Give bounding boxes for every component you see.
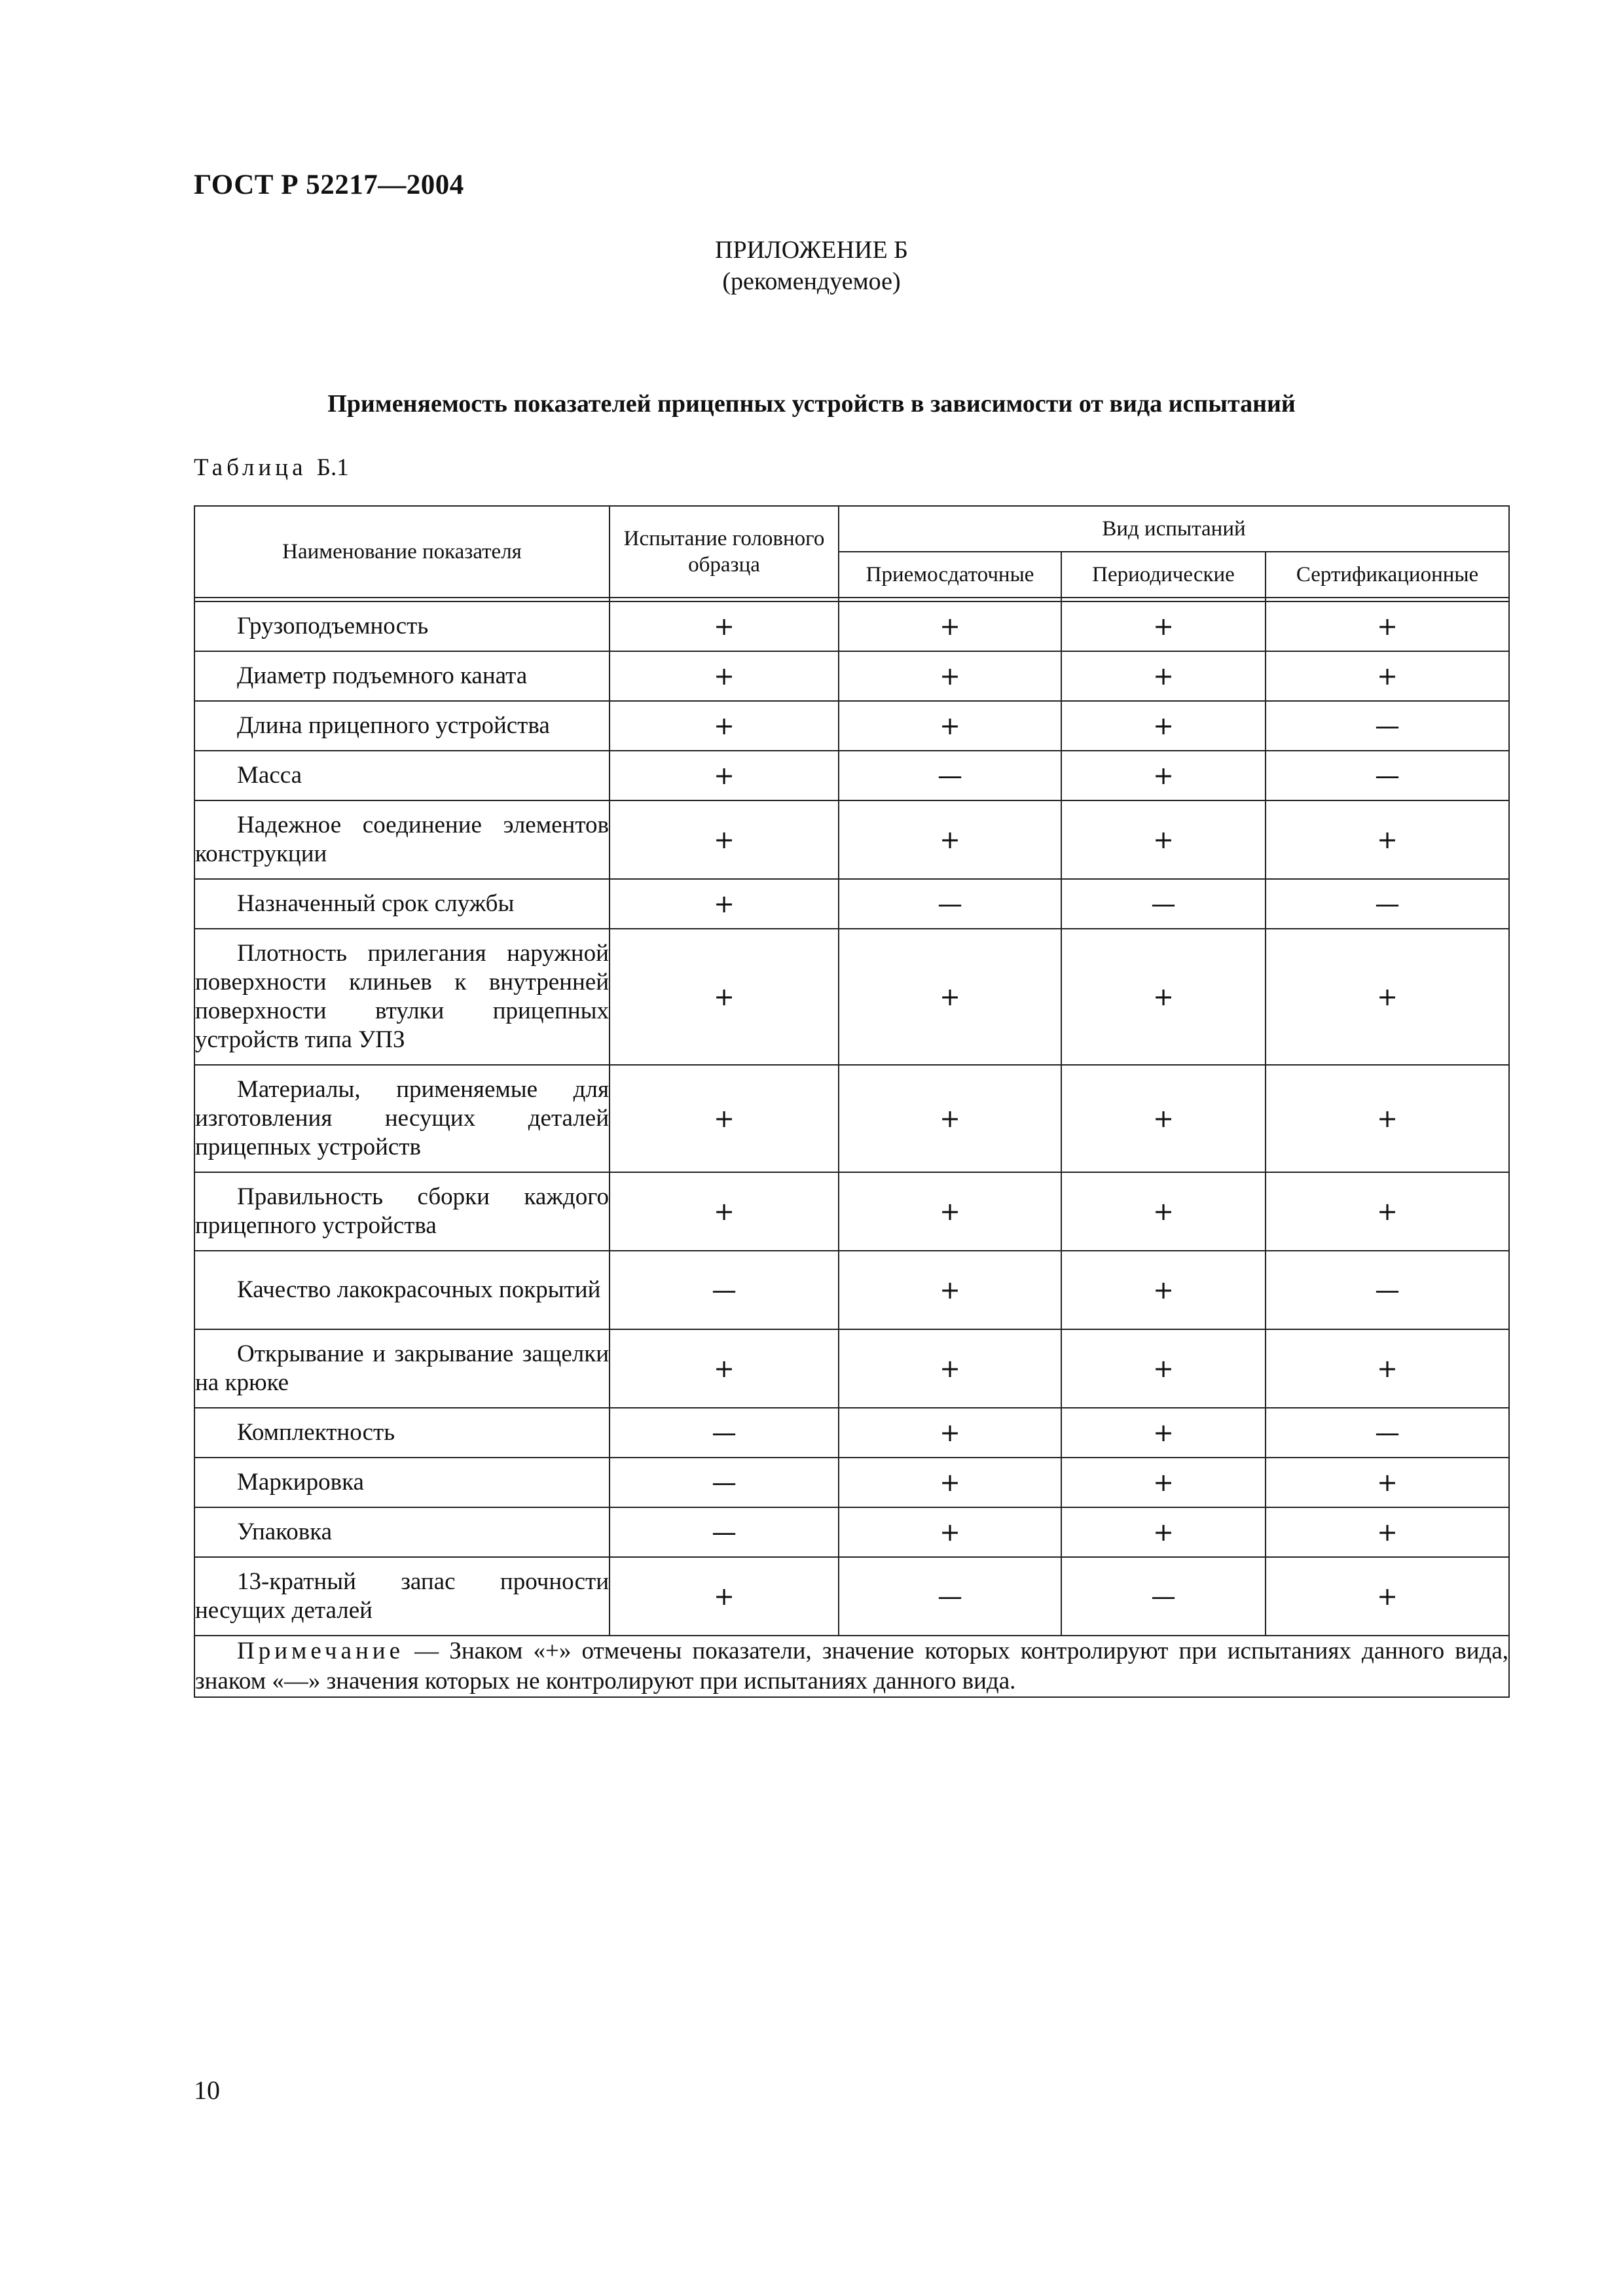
mark-acceptance: + [839,1329,1061,1408]
row-name: Упаковка [194,1507,610,1557]
header-certification: Сертификационные [1266,552,1509,598]
mark-head-sample: — [610,1251,839,1329]
page-number: 10 [194,2075,220,2105]
note-text: — Знаком «+» отмечены показатели, значение которых контролируют при испытаниях данного вида, знаком «—» значения которых не контролируют при испытаниях данного вида. [195,1638,1509,1695]
mark-periodic: + [1061,1408,1266,1458]
row-name: Открывание и закрывание защелки на крюке [194,1329,610,1408]
mark-acceptance: — [839,751,1061,800]
header-head-sample: Испытание головного образца [610,506,839,598]
table-row [194,800,1509,879]
row-name: Комплектность [194,1408,610,1458]
table-caption-number: Б.1 [316,454,349,481]
table-row [194,751,1509,800]
row-name: Надежное соединение элементов конструкции [194,800,610,879]
mark-certification: + [1266,1557,1509,1636]
mark-head-sample: + [610,1557,839,1636]
mark-head-sample: + [610,751,839,800]
row-name: Длина прицепного устройства [194,701,610,751]
row-name: Диаметр подъемного каната [194,651,610,701]
mark-certification: — [1266,1251,1509,1329]
header-periodic: Периодические [1061,552,1266,598]
table-row [194,1065,1509,1172]
mark-head-sample: — [610,1507,839,1557]
table-row [194,1507,1509,1557]
appendix-title: ПРИЛОЖЕНИЕ Б [715,236,908,264]
header-indicator-name: Наименование показателя [194,506,610,598]
mark-certification: + [1266,1065,1509,1172]
mark-periodic: + [1061,601,1266,651]
mark-head-sample: + [610,800,839,879]
mark-acceptance: + [839,1172,1061,1251]
table-row [194,1458,1509,1507]
mark-certification: + [1266,1172,1509,1251]
mark-acceptance: + [839,800,1061,879]
mark-periodic: + [1061,751,1266,800]
mark-periodic: + [1061,1172,1266,1251]
table-note [194,1636,1509,1697]
mark-certification: + [1266,651,1509,701]
row-name: Материалы, применяемые для изготовления несущих деталей прицепных устройств [194,1065,610,1172]
mark-periodic: — [1061,879,1266,929]
table-caption-label: Таблица [194,454,307,481]
mark-periodic: + [1061,1065,1266,1172]
row-name: Маркировка [194,1458,610,1507]
mark-certification: + [1266,1507,1509,1557]
mark-acceptance: + [839,1065,1061,1172]
mark-certification: + [1266,1458,1509,1507]
table-row [194,879,1509,929]
section-heading: Применяемость показателей прицепных устройств в зависимости от вида испытаний [327,390,1296,418]
header-acceptance: Приемосдаточные [839,552,1061,598]
mark-periodic: + [1061,800,1266,879]
document-code: ГОСТ Р 52217—2004 [194,170,464,200]
mark-certification: — [1266,1408,1509,1458]
appendix-subtitle: (рекомендуемое) [722,268,901,295]
applicability-table [194,505,1510,1698]
mark-acceptance: — [839,879,1061,929]
header-test-type: Вид испытаний [839,506,1509,552]
row-name: Назначенный срок службы [194,879,610,929]
mark-certification: + [1266,929,1509,1065]
mark-certification: + [1266,1329,1509,1408]
appendix-header [0,234,1623,297]
mark-head-sample: + [610,929,839,1065]
mark-acceptance: + [839,929,1061,1065]
table-row [194,1251,1509,1329]
mark-periodic: + [1061,929,1266,1065]
table-row [194,601,1509,651]
mark-certification: — [1266,879,1509,929]
mark-acceptance: + [839,1507,1061,1557]
note-label: Примечание [237,1638,404,1664]
mark-certification: + [1266,601,1509,651]
mark-head-sample: — [610,1458,839,1507]
table-row [194,1172,1509,1251]
mark-periodic: + [1061,1329,1266,1408]
row-name: Плотность прилегания наружной поверхности клиньев к внутренней поверхности втулки прицепных устройств типа УПЗ [194,929,610,1065]
mark-head-sample: + [610,1172,839,1251]
mark-certification: — [1266,751,1509,800]
mark-acceptance: + [839,1458,1061,1507]
mark-periodic: + [1061,1251,1266,1329]
mark-certification: + [1266,800,1509,879]
row-name: 13-кратный запас прочности несущих деталей [194,1557,610,1636]
row-name: Правильность сборки каждого прицепного устройства [194,1172,610,1251]
mark-acceptance: + [839,601,1061,651]
mark-head-sample: + [610,601,839,651]
row-name: Грузоподъемность [194,601,610,651]
table-row [194,651,1509,701]
mark-head-sample: + [610,701,839,751]
mark-periodic: + [1061,1458,1266,1507]
table-row [194,701,1509,751]
row-name: Масса [194,751,610,800]
table-caption [194,454,349,482]
mark-head-sample: + [610,1065,839,1172]
mark-periodic: — [1061,1557,1266,1636]
mark-acceptance: — [839,1557,1061,1636]
row-name: Качество лакокрасочных покрытий [194,1251,610,1329]
mark-acceptance: + [839,1408,1061,1458]
table-row [194,1557,1509,1636]
mark-acceptance: + [839,651,1061,701]
table-row [194,1408,1509,1458]
mark-acceptance: + [839,701,1061,751]
mark-head-sample: + [610,651,839,701]
mark-head-sample: + [610,879,839,929]
mark-acceptance: + [839,1251,1061,1329]
mark-head-sample: — [610,1408,839,1458]
mark-head-sample: + [610,1329,839,1408]
table-row [194,929,1509,1065]
table-row [194,1329,1509,1408]
table-note-row [194,1636,1509,1697]
mark-periodic: + [1061,651,1266,701]
mark-periodic: + [1061,1507,1266,1557]
mark-certification: — [1266,701,1509,751]
mark-periodic: + [1061,701,1266,751]
